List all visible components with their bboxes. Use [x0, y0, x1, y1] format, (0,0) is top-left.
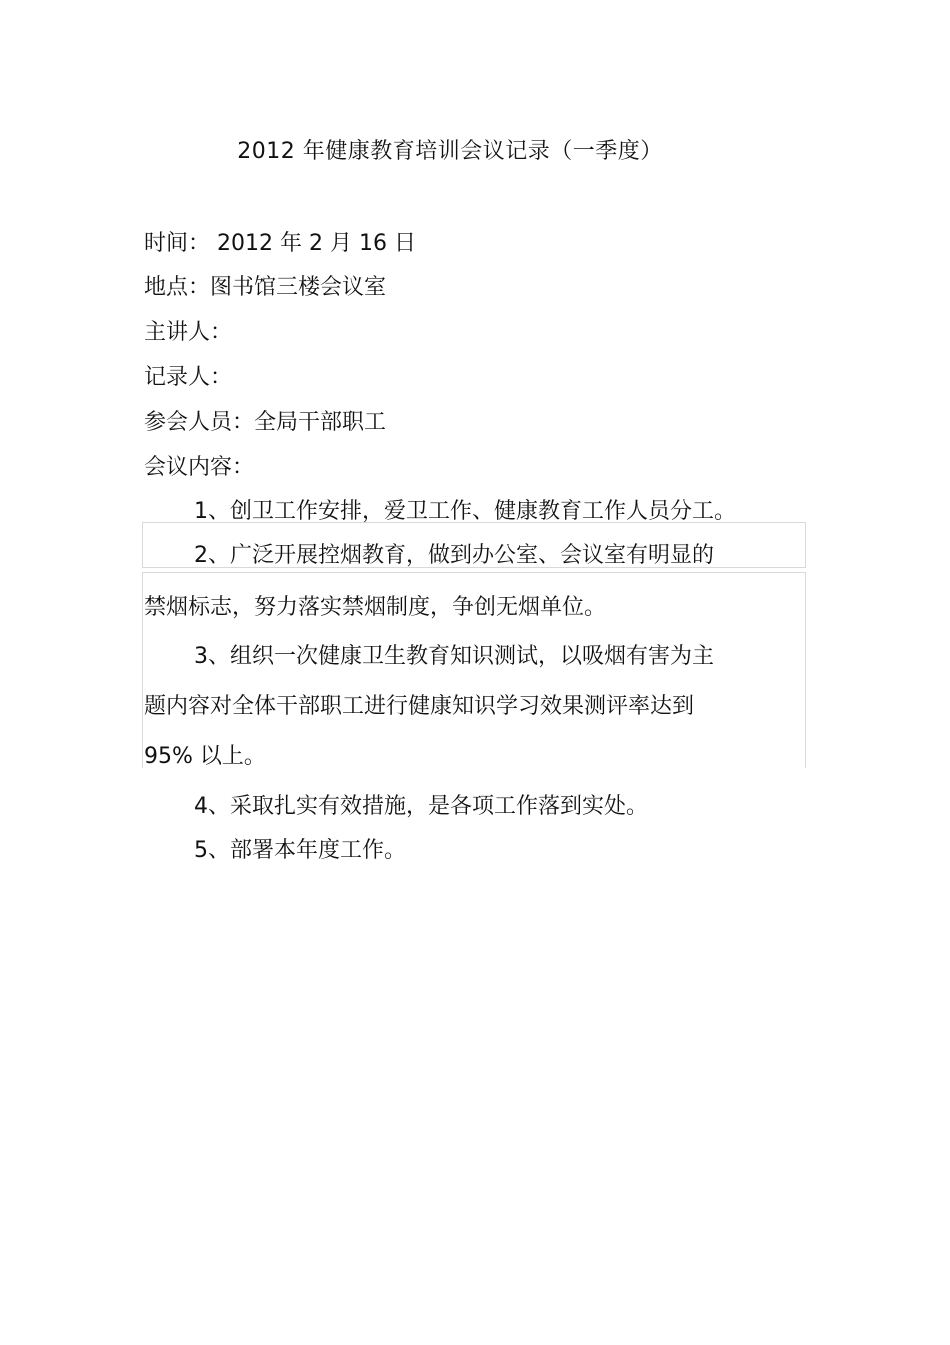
agenda-item-4: 4、采取扎实有效措施，是各项工作落到实处。	[194, 794, 648, 819]
agenda-item-3-line-3: 95% 以上。	[144, 744, 266, 769]
meeting-attendees: 参会人员：全局干部职工	[144, 410, 387, 435]
meeting-content-label: 会议内容：	[144, 455, 255, 480]
meeting-place: 地点：图书馆三楼会议室	[144, 275, 387, 300]
agenda-item-2-line-1: 2、广泛开展控烟教育，做到办公室、会议室有明显的	[194, 543, 714, 568]
agenda-item-3-line-2: 题内容对全体干部职工进行健康知识学习效果测评率达到	[144, 694, 695, 719]
meeting-time: 时间： 2012 年 2 月 16 日	[144, 231, 416, 256]
agenda-item-3-line-1: 3、组织一次健康卫生教育知识测试，以吸烟有害为主	[194, 644, 714, 669]
meeting-recorder: 记录人：	[144, 365, 233, 390]
agenda-item-1: 1、创卫工作安排，爱卫工作、健康教育工作人员分工。	[194, 499, 736, 524]
agenda-item-2-line-2: 禁烟标志，努力落实禁烟制度，争创无烟单位。	[144, 595, 607, 620]
document-title: 2012 年健康教育培训会议记录（一季度）	[237, 139, 663, 164]
agenda-item-5: 5、部署本年度工作。	[194, 838, 406, 863]
meeting-speaker: 主讲人：	[144, 320, 233, 345]
